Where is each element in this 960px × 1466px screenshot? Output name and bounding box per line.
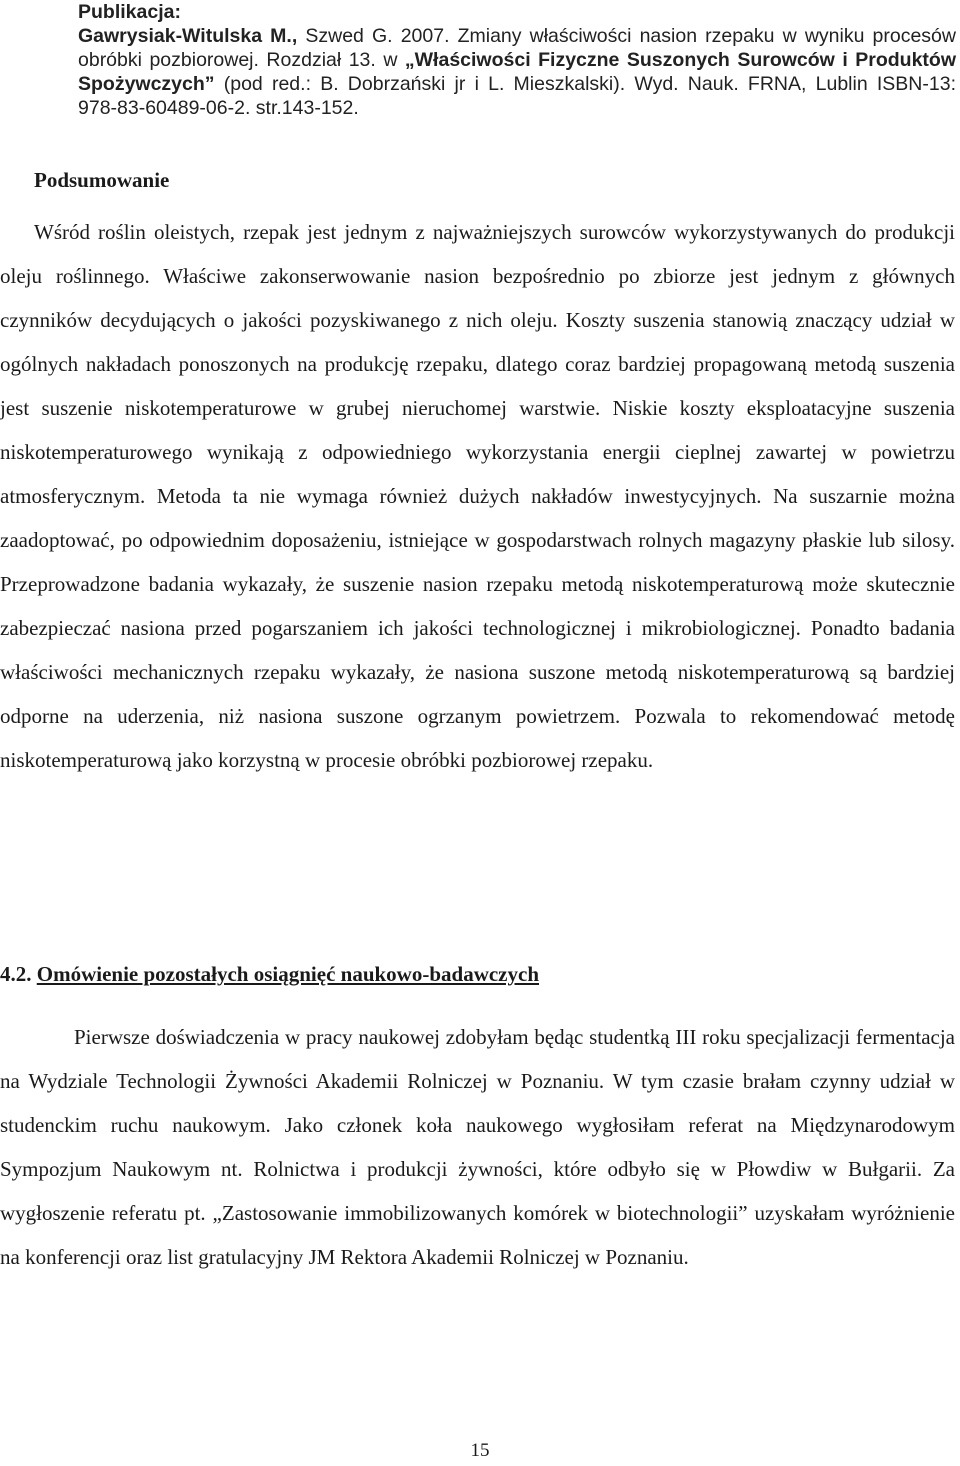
section-text: Pierwsze doświadczenia w pracy naukowej zdobyłam będąc studentką III roku specjalizacji fermentacja na Wydziale Technologii Żywności Akademii Rolniczej w Poznaniu. W tym czasie brałam czynny udział w studenckim ruchu naukowym. Jako członek koła naukowego wygłosiłam referat na Międzynarodowym Sympozjum Naukowym nt. Rolnictwa i produkcji żywności, które odbyło się w Płowdiw w Bułgarii. Za wygłoszenie referatu pt. „Zastosowanie immobilizowanych komórek w biotechnologii” uzyskałam wyróżnienie na konferencji oraz list gratulacyjny JM Rektora Akademii Rolniczej w Poznaniu.: [0, 1025, 955, 1269]
section-title: Omówienie pozostałych osiągnięć naukowo-badawczych: [36, 962, 540, 986]
summary-paragraph: [0, 210, 955, 782]
section-number: 4.2.: [0, 962, 32, 986]
publication-line-1: Gawrysiak-Witulska M., Szwed G. 2007. Zmiany właściwości nasion rzepaku w wyniku procesów: [78, 25, 956, 47]
section-paragraph: [0, 1015, 955, 1279]
page-number: 15: [470, 1440, 490, 1461]
publication-label: Publikacja:: [78, 1, 181, 23]
summary-heading: Podsumowanie: [34, 168, 170, 192]
publication-line-2: obróbki pozbiorowej. Rozdział 13. w „Właściwości Fizyczne Suszonych Surowców i Produktów: [78, 49, 956, 71]
publication-note: [78, 0, 956, 120]
publication-line-3: Spożywczych” (pod red.: B. Dobrzański jr i L. Mieszkalski). Wyd. Nauk. FRNA, Lublin ISBN-13:: [78, 73, 956, 95]
summary-text: Wśród roślin oleistych, rzepak jest jednym z najważniejszych surowców wykorzystywanych do produkcji oleju roślinnego. Właściwe zakonserwowanie nasion bezpośrednio po zbiorze jest jednym z głównych czynników decydujących o jakości pozyskiwanego z nich oleju. Koszty suszenia stanowią znaczący udział w ogólnych nakładach ponoszonych na produkcję rzepaku, dlatego coraz bardziej propagowaną metodą suszenia jest suszenie niskotemperaturowe w grubej nieruchomej warstwie. Niskie koszty eksploatacyjne suszenia niskotemperaturowego wynikają z odpowiedniego wykorzystania energii cieplnej zawartej w powietrzu atmosferycznym. Metoda ta nie wymaga również dużych nakładów inwestycyjnych. Na suszarnie można zaadoptować, po odpowiednim doposażeniu, istniejące w gospodarstwach rolnych magazyny płaskie lub silosy. Przeprowadzone badania wykazały, że suszenie nasion rzepaku metodą niskotemperaturową może skutecznie zabezpieczać nasiona przed pogarszaniem ich jakości technologicznej i mikrobiologicznej. Ponadto badania właściwości mechanicznych rzepaku wykazały, że nasiona suszone metodą niskotemperaturową są bardziej odporne na uderzenia, niż nasiona suszone ogrzanym powietrzem. Pozwala to rekomendować metodę niskotemperaturową jako korzystną w procesie obróbki pozbiorowej rzepaku.: [0, 220, 955, 772]
section-heading: [0, 962, 539, 987]
publication-authors: Gawrysiak-Witulska M.,: [78, 25, 298, 47]
publication-line-4: 978-83-60489-06-2. str.143-152.: [78, 97, 359, 119]
